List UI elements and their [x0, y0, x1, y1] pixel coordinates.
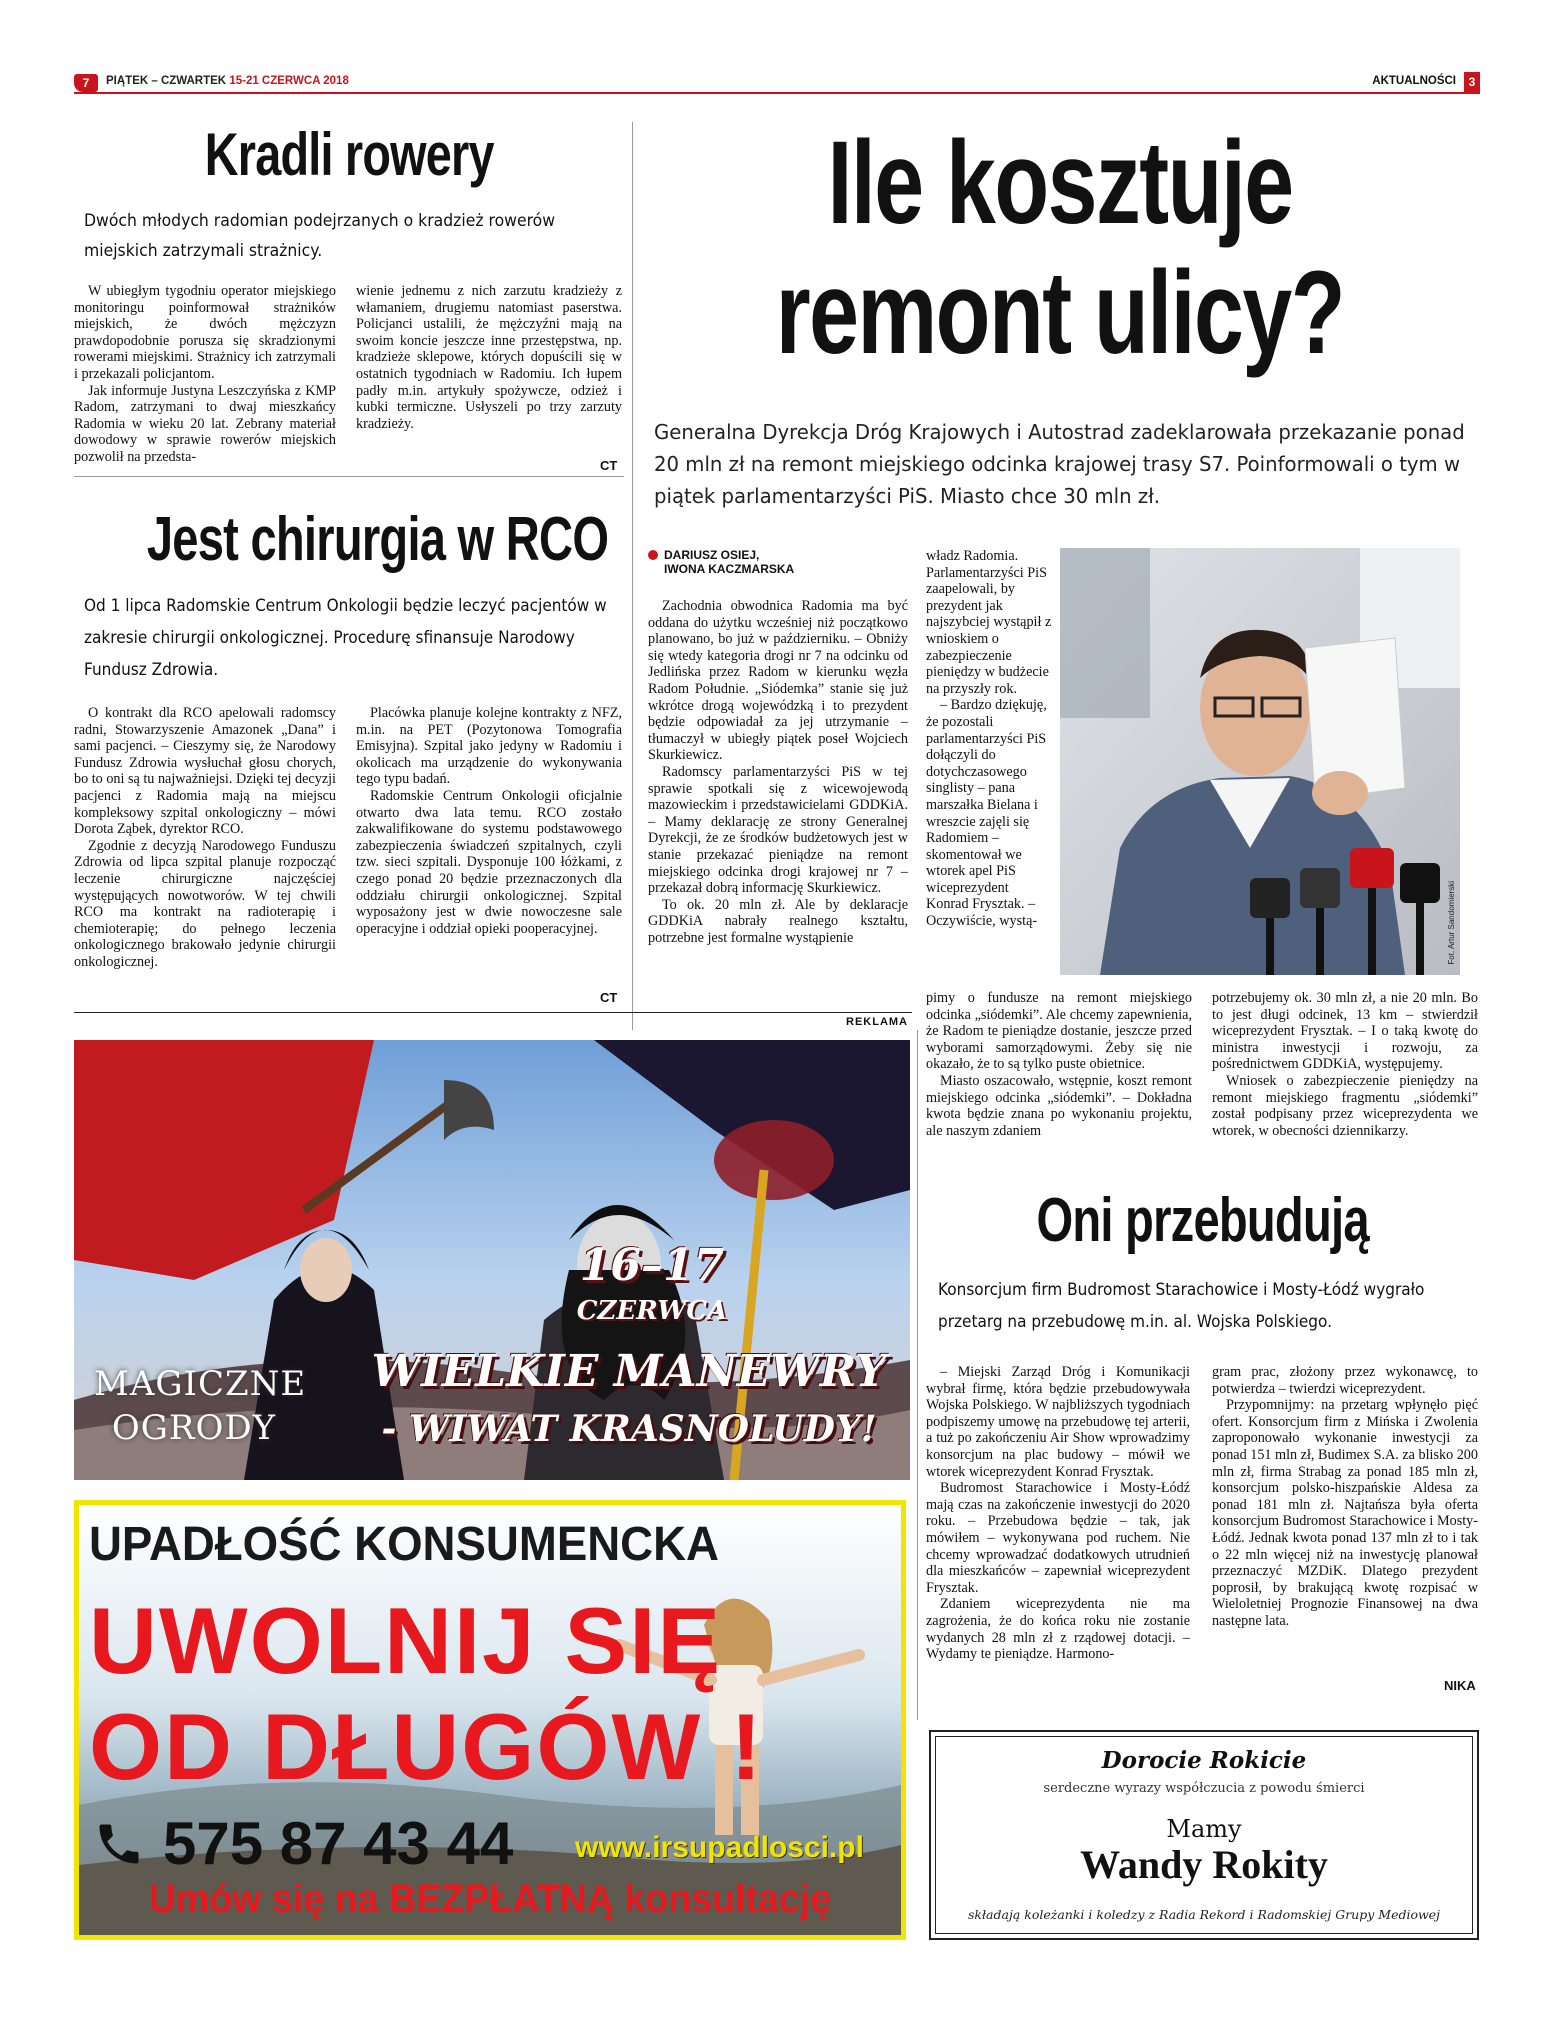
- paragraph: Budromost Starachowice i Mosty-Łódź mają czas na zakończenie inwestycji do 2020 roku. – Przebudowa będzie – tak, jak mówiłem – wykonywana pod ruchem. Nie chcemy wprowadzać dodatkowych utrudnień dla mieszkańców – zapewniał wiceprezydent Frysztak.: [926, 1480, 1190, 1596]
- article-bikes: [74, 122, 624, 188]
- paragraph: Zgodnie z decyzją Narodowego Funduszu Zdrowia od lipca szpital planuje rozpocząć leczenie chirurgiczne najczęściej występujących nowotworów. W tej chwili RCO ma kontrakt na radioterapię i chemioterapię; do pełnego leczenia onkologicznego brakowało jedynie chirurgii onkologicznej.: [74, 837, 336, 970]
- paragraph: gram prac, złożony przez wykonawcę, to potwierdza – twierdzi wiceprezydent.: [1212, 1364, 1478, 1397]
- ad-divider: [74, 1012, 912, 1013]
- date-prefix: PIĄTEK – CZWARTEK: [106, 75, 227, 87]
- obituary: [929, 1730, 1479, 1940]
- obituary-relation: Mamy: [1166, 1815, 1242, 1843]
- column-divider: [917, 1030, 918, 1720]
- ad-brand: [94, 1362, 307, 1450]
- bullet-icon: [648, 550, 658, 560]
- body-column: [926, 548, 1054, 930]
- lead: Generalna Dyrekcja Dróg Krajowych i Autostrad zadeklarowała przekazanie ponad 20 mln zł na remont miejskiego odcinka krajowej trasy S7. Poinformowali o tym w piątek parlamentarzyści PiS. Miasto chce 30 mln zł.: [654, 420, 1465, 508]
- signature: NIKA: [1444, 1678, 1476, 1693]
- obituary-recipient: Dorocie Rokicie: [1101, 1747, 1307, 1774]
- ad-brand-line: MAGICZNE: [94, 1364, 307, 1404]
- paragraph: – Bardzo dziękuję, że pozostali parlamentarzyści PiS dołączyli do dotychczasowego singlisty – pana marszałka Bielana i wreszcie zajęli się Radomiem – skomentował we wtorek apel PiS wiceprezydent Konrad Frysztak. – Oczywiście, wystą-: [926, 697, 1047, 930]
- body-column: [648, 598, 908, 946]
- ad-label: REKLAMA: [846, 1016, 908, 1028]
- body-column: [74, 705, 336, 971]
- paragraph: Zdaniem wiceprezydenta nie ma zagrożenia, że do końca roku nie zostanie wydanych 28 mln zł z rządowej dotacji. – Wydamy te pieniądze. Harmono-: [926, 1596, 1190, 1663]
- paragraph: władz Radomia. Parlamentarzyści PiS zaapelowali, by prezydent jak najszybciej wystąpił z wnioskiem o zabezpieczenie pieniędzy w budżecie na przyszły rok.: [926, 548, 1052, 697]
- article-main-headline: [640, 118, 1480, 378]
- headline-line: remont ulicy?: [775, 247, 1345, 379]
- body-column: [926, 1364, 1190, 1663]
- photo-credit: Fot. Artur Sandomierski: [1447, 881, 1456, 965]
- paragraph: Miasto oszacowało, wstępnie, koszt remont miejskiego odcinka „siódemki”. – Dokładna kwota będzie znana po wykonaniu projektu, ale naszym zdaniem: [926, 1072, 1192, 1139]
- paragraph: Radomscy parlamentarzyści PiS w tej sprawie spotkali się z wicewojewodą mazowieckim i przedstawicielami GDDKiA. – Mamy deklarację ze strony Generalnej Dyrekcji, że ze środków budżetowych jest w stanie przekazać pieniądze na remont miejskiego odcinka drogi krajowej nr 7 – przekazał dobrą informację Skurkiewicz.: [648, 763, 908, 897]
- body-column: [926, 990, 1192, 1139]
- body-column: [356, 283, 622, 432]
- column-divider: [632, 122, 633, 1030]
- paragraph: Przypomnijmy: na przetarg wpłynęło pięć ofert. Konsorcjum firm z Mińska i Zwolenia zaproponowało wykonanie inwestycji za ponad 151 mln zł, Budimex S.A. za blisko 200 mln zł, firma Strabag za ponad 185 mln zł, konsorcjum polsko-hiszpańskie Aldesa za ponad 181 mln zł. Najtańsza była oferta konsorcjum Budromost Starachowice i Mosty-Łódź. Jednak kwota ponad 137 mln zł to i tak o 22 mln więcej niż na inwestycję planował przeznaczyć MZDiK. Dlatego prezydent poprosił, by brakującą kwotę rozpisać w Wieloletniej Prognozie Finansowej na dwa następne lata.: [1212, 1397, 1478, 1629]
- author: IWONA KACZMARSKA: [664, 562, 795, 576]
- ad-brand-line: OGRODY: [111, 1408, 277, 1448]
- paragraph: Placówka planuje kolejne kontrakty z NFZ, m.in. na PET (Pozytonowa Tomografia Emisyjna). Szpital jako jedyny w Radomiu i okolicach ma urządzenie do wykonywania tego typu badań.: [356, 705, 622, 788]
- paragraph: Zachodnia obwodnica Radomia ma być oddana do użytku wcześniej niż początkowo planowano, bo już w październiku. – Obniży się wtedy kategoria drogi nr 7 na odcinku od Jedlińska przez Radom w kierunku węzła Radom Południe. „Siódemka” stanie się już wkrótce drogą wojewódzką i to prezydent będzie odpowiadał za jej utrzymanie – tłumaczył w ubiegły piątek poseł Wojciech Skurkiewicz.: [648, 598, 908, 764]
- byline: [648, 548, 794, 576]
- body-column: [74, 283, 336, 466]
- paragraph: wienie jednemu z nich zarzutu kradzieży z włamaniem, drugiemu natomiast paserstwa. Policjanci ustalili, że mężczyźni mają na swoim koncie jeszcze inne przestępstwa, np. kradzieże sklepowe, których dopuścili się w ostatnich tygodniach w Radomiu. Ich łupem padły m.in. artykuły spożywcze, odzież i kubki termiczne. Usłyszeli po trzy zarzuty kradzieży.: [356, 283, 622, 432]
- obituary-deceased: Wandy Rokity: [1080, 1842, 1328, 1887]
- phone-icon: [93, 1818, 145, 1870]
- issue-date: [106, 75, 349, 87]
- section-name: AKTUALNOŚCI: [1372, 75, 1456, 87]
- ad-cta[interactable]: Umów się na BEZPŁATNĄ konsultację: [148, 1877, 832, 1921]
- date-range: 15-21 CZERWCA 2018: [229, 75, 349, 87]
- paragraph: Jak informuje Justyna Leszczyńska z KMP Radom, zatrzymani to dwaj mieszkańcy Radomia w wieku 20 lat. Zebrany materiał dowodowy w sprawie rowerów miejskich pozwolił na przedsta-: [74, 382, 336, 465]
- headline: Jest chirurgia w RCO: [146, 505, 609, 574]
- ad-website[interactable]: www.irsupadlosci.pl: [575, 1831, 864, 1864]
- article-photo: [1060, 548, 1460, 975]
- signature: CT: [600, 458, 618, 473]
- ad-line: OD DŁUGÓW !: [89, 1694, 764, 1799]
- ad-magiczne-ogrody[interactable]: [74, 1040, 910, 1480]
- photo-illustration: [1060, 548, 1460, 975]
- ad-line: UWOLNIJ SIĘ: [89, 1588, 723, 1693]
- obituary-condolences: serdeczne wyrazy współczucia z powodu śmierci: [1043, 1781, 1365, 1796]
- signature: CT: [600, 990, 618, 1005]
- ad-date: 16–17: [579, 1240, 725, 1291]
- phone-number: 575 87 43 44: [163, 1810, 514, 1877]
- obituary-frame: [935, 1736, 1473, 1934]
- obituary-from: składają koleżanki i koledzy z Radia Rekord i Radomskiej Grupy Mediowej: [968, 1907, 1440, 1922]
- body-column: [1212, 1364, 1478, 1630]
- logo: 7: [74, 74, 98, 92]
- ad-subtitle: - WIWAT KRASNOLUDY!: [381, 1408, 877, 1450]
- ad-phone[interactable]: [93, 1809, 513, 1878]
- paragraph: To ok. 20 mln zł. Ale by deklaracje GDDKiA nabrały realnego kształtu, potrzebne jest formalne wystąpienie: [648, 896, 908, 946]
- paragraph: – Miejski Zarząd Dróg i Komunikacji wybrał firmę, która będzie przebudowywała Wojska Polskiego. W najbliższych tygodniach podpiszemy umowę na przebudowę tej arterii, a tuż po zakończeniu Air Show wprowadzimy konsorcjum na plac budowy – mówił we wtorek wiceprezydent Konrad Frysztak.: [926, 1364, 1190, 1480]
- article-divider: [74, 476, 624, 477]
- paragraph: pimy o fundusze na remont miejskiego odcinka „siódemki”. Ale chcemy zapewnienia, że Radom te pieniądze dostanie, jeszcze przed wyborami samorządowymi. Żeby się nie okazało, że to są tylko puste obietnice.: [926, 990, 1192, 1073]
- paragraph: Radomskie Centrum Onkologii oficjalnie otwarto dwa lata temu. RCO zostało zakwalifikowane do systemu podstawowego zabezpieczenia świadczeń szpitalnych, czyli tzw. sieci szpitali. Dysponuje 100 łóżkami, z czego ponad 20 będzie przeznaczonych dla oddziału chirurgii onkologicznej. Szpital wyposażony jest w dwie nowoczesne sale operacyjne i oddział opieki pooperacyjnej.: [356, 787, 622, 937]
- paragraph: O kontrakt dla RCO apelowali radomscy radni, Stowarzyszenie Amazonek „Dana” i sami pacjenci. – Cieszymy się, że Narodowy Fundusz Zdrowia wysłuchał głosu chorych, bo to oni są tu najważniejsi. Dzięki tej decyzji pacjenci z Radomia mają na miejscu kompleksowy szpital onkologiczny – mówi Dorota Ząbek, dyrektor RCO.: [74, 705, 336, 838]
- headline: Kradli rowery: [204, 121, 494, 188]
- paragraph: potrzebujemy ok. 30 mln zł, a nie 20 mln. Bo to jest długi odcinek, 13 km – stwierdził wiceprezydent Frysztak. – I o taką kwotę do ministra inwestycji i rozwoju, za pośrednictwem GDDKiA, występujemy.: [1212, 990, 1478, 1073]
- ad-headline: UPADŁOŚĆ KONSUMENCKA: [89, 1518, 719, 1571]
- lead: Dwóch młodych radomian podejrzanych o kradzież rowerów miejskich zatrzymali strażnicy.: [84, 211, 556, 261]
- headline: Oni przebudują: [1036, 1186, 1370, 1255]
- author: DARIUSZ OSIEJ,: [664, 548, 760, 562]
- ad-title: WIELKIE MANEWRY: [371, 1346, 887, 1397]
- page-number: 3: [1464, 72, 1480, 92]
- article-rebuild: [926, 1186, 1480, 1256]
- article-rco: [74, 506, 624, 574]
- lead: Od 1 lipca Radomskie Centrum Onkologii będzie leczyć pacjentów w zakresie chirurgii onkologicznej. Procedurę sfinansuje Narodowy Fundusz Zdrowia.: [84, 596, 607, 680]
- ad-upadlosc[interactable]: [74, 1500, 906, 1940]
- paragraph: W ubiegłym tygodniu operator miejskiego monitoringu poinformował strażników miejskich, że dwóch mężczyzn prawdopodobnie porusza się skradzionymi rowerami miejskimi. Strażnicy ich zatrzymali i przekazali policjantom.: [74, 283, 336, 382]
- body-column: [1212, 990, 1478, 1139]
- ad-month: CZERWCA: [576, 1296, 728, 1326]
- body-column: [356, 705, 622, 937]
- lead: Konsorcjum firm Budromost Starachowice i Mosty-Łódź wygrało przetarg na przebudowę m.in. al. Wojska Polskiego.: [938, 1280, 1425, 1332]
- headline-line: Ile kosztuje: [827, 117, 1293, 249]
- paragraph: Wniosek o zabezpieczenie pieniędzy na remont miejskiego fragmentu „siódemki” został podpisany przez wiceprezydenta we wtorek, w obecności dziennikarzy.: [1212, 1072, 1478, 1139]
